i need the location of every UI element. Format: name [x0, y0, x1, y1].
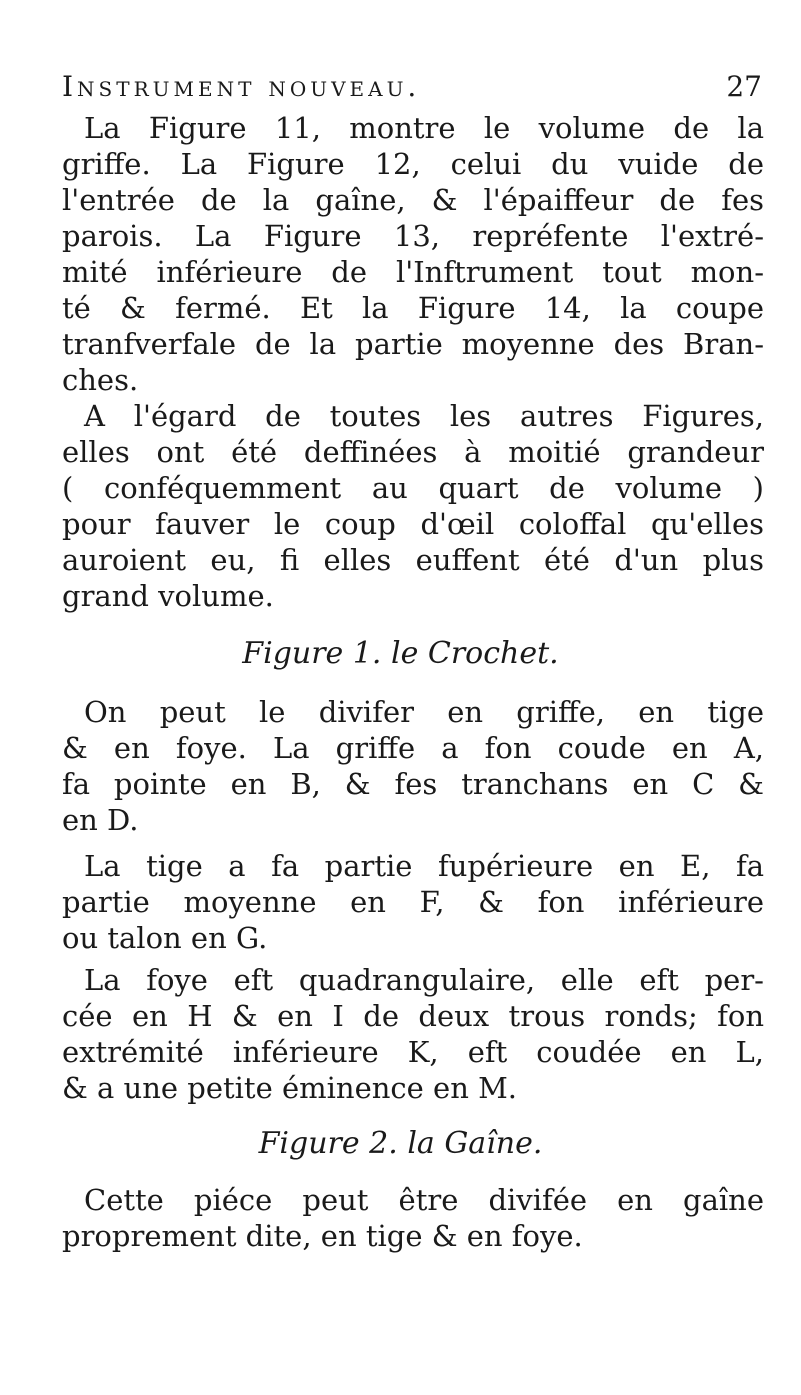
text-line: té & fermé. Et la Figure 14, la coupe — [62, 291, 764, 325]
page-number: 27 — [726, 70, 762, 103]
figure-caption: Figure 2. la Gaîne. — [258, 1126, 543, 1161]
text-line: parois. La Figure 13, repréfente l'extré- — [62, 219, 764, 253]
text-line: pour fauver le coup d'œil coloffal qu'elles — [62, 507, 764, 541]
text-line: & en foye. La griffe a fon coude en A, — [62, 731, 764, 765]
running-title: Instrument nouveau. — [62, 70, 421, 103]
text-line: extrémité inférieure K, eft coudée en L, — [62, 1035, 764, 1069]
text-line: mité inférieure de l'Inftrument tout mon- — [62, 255, 764, 289]
text-line: La foye eft quadrangulaire, elle eft per- — [84, 963, 764, 997]
text-line: A l'égard de toutes les autres Figures, — [84, 399, 764, 433]
text-line: partie moyenne en F, & fon inférieure — [62, 885, 764, 919]
text-line: ( conféquemment au quart de volume ) — [62, 471, 764, 505]
text-line: griffe. La Figure 12, celui du vuide de — [62, 147, 764, 181]
text-line: proprement dite, en tige & en foye. — [62, 1219, 583, 1253]
text-line: La tige a fa partie fupérieure en E, fa — [84, 849, 764, 883]
text-line: ches. — [62, 363, 139, 397]
text-line: fa pointe en B, & fes tranchans en C & — [62, 767, 764, 801]
text-line: en D. — [62, 803, 139, 837]
text-line: tranfverfale de la partie moyenne des Bran- — [62, 327, 764, 361]
text-line: La Figure 11, montre le volume de la — [84, 111, 764, 145]
text-line: auroient eu, fi elles euffent été d'un plus — [62, 543, 764, 577]
text-line: On peut le divifer en griffe, en tige — [84, 695, 764, 729]
running-header — [62, 70, 762, 103]
text-line: ou talon en G. — [62, 921, 268, 955]
text-line: cée en H & en I de deux trous ronds; fon — [62, 999, 764, 1033]
figure-caption: Figure 1. le Crochet. — [242, 636, 559, 671]
text-line: grand volume. — [62, 579, 274, 613]
text-line: Cette piéce peut être divifée en gaîne — [84, 1183, 764, 1217]
text-line: elles ont été deffinées à moitié grandeur — [62, 435, 764, 469]
text-line: l'entrée de la gaîne, & l'épaiffeur de fes — [62, 183, 764, 217]
text-line: & a une petite éminence en M. — [62, 1071, 518, 1105]
